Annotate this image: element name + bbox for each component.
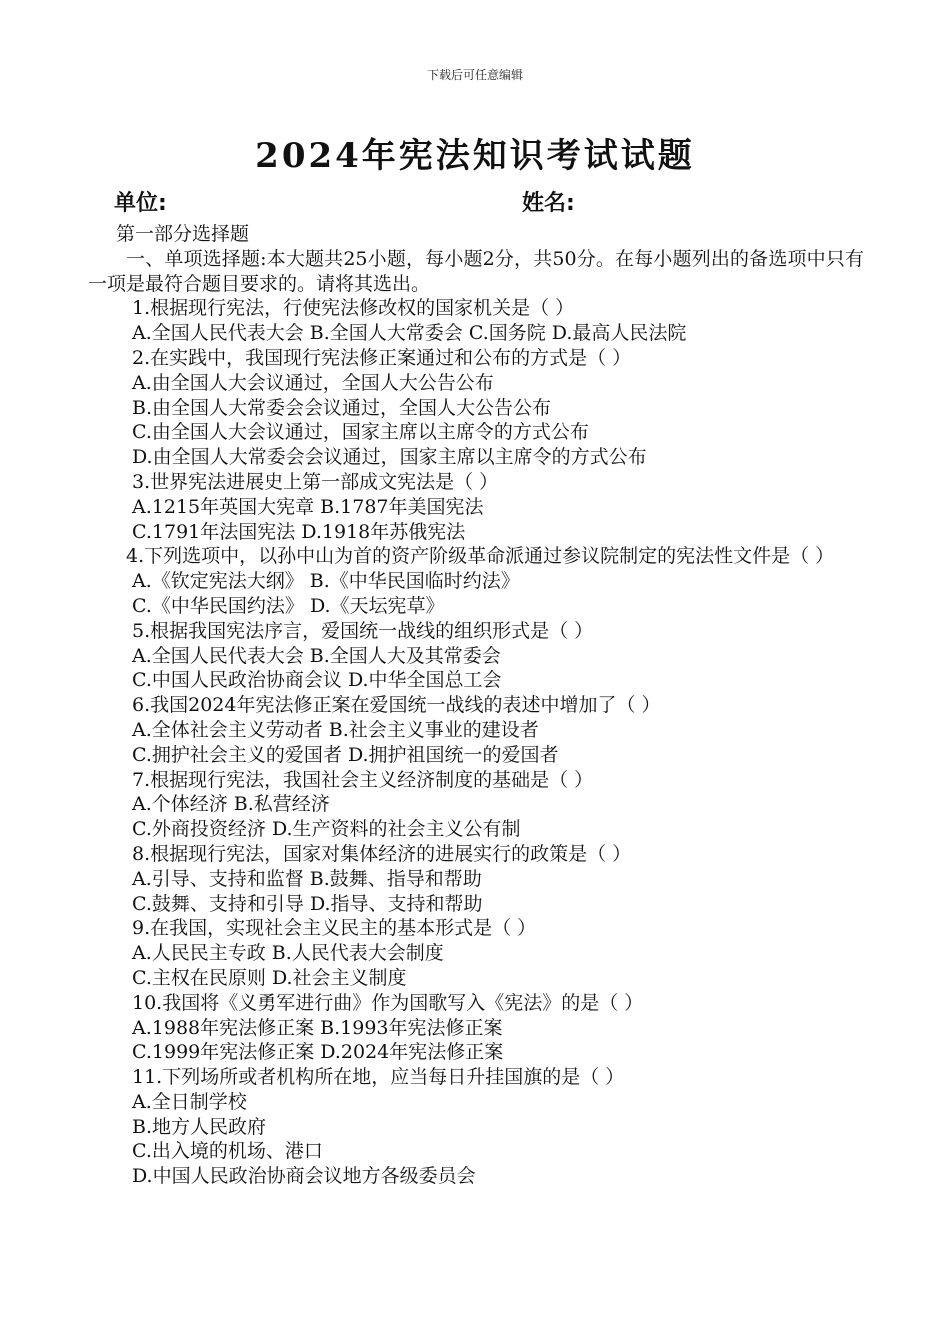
text-line: C.《中华民国约法》 D.《天坛宪草》 [132, 594, 445, 617]
text-line: A.全国人民代表大会 B.全国人大及其常委会 [132, 644, 501, 667]
text-line: 第一部分选择题 [116, 223, 250, 245]
name-field-label: 姓名: [522, 191, 575, 216]
text-line: 8.根据现行宪法，国家对集体经济的进展实行的政策是（ ） [132, 842, 632, 865]
text-line: A.由全国人大会议通过，全国人大公告公布 [132, 371, 494, 394]
text-line: C.1791年法国宪法 D.1918年苏俄宪法 [132, 520, 466, 543]
text-line: 5.根据我国宪法序言，爱国统一战线的组织形式是（ ） [132, 619, 594, 642]
text-line: D.由全国人大常委会会议通过，国家主席以主席令的方式公布 [132, 446, 647, 469]
text-line: 10.我国将《义勇军进行曲》作为国歌写入《宪法》的是（ ） [132, 991, 644, 1014]
text-line: A.个体经济 B.私营经济 [132, 793, 330, 816]
document-body [88, 222, 864, 1189]
text-line: 6.我国2024年宪法修正案在爱国统一战线的表述中增加了（ ） [132, 694, 661, 717]
text-line: B.地方人民政府 [132, 1115, 267, 1138]
text-line: D.中国人民政治协商会议地方各级委员会 [132, 1165, 476, 1188]
document-title: 2024年宪法知识考试试题 [255, 136, 695, 176]
text-line: B.由全国人大常委会会议通过，全国人大公告公布 [132, 396, 552, 419]
text-line: C.外商投资经济 D.生产资料的社会主义公有制 [132, 818, 521, 841]
text-line: A.《钦定宪法大纲》 B.《中华民国临时约法》 [132, 570, 520, 593]
text-line: 9.在我国，实现社会主义民主的基本形式是（ ） [132, 917, 537, 940]
text-line: 3.世界宪法进展史上第一部成文宪法是（ ） [132, 470, 499, 493]
text-line: A.人民民主专政 B.人民代表大会制度 [132, 942, 444, 965]
text-line: C.出入境的机场、港口 [132, 1140, 323, 1163]
text-line: 一、单项选择题:本大题共25小题，每小题2分，共50分。在每小题列出的备选项中只有一项是最符合题目要求的。请将其选出。 [88, 247, 864, 295]
text-line: A.全日制学校 [132, 1090, 247, 1113]
text-line: C.1999年宪法修正案 D.2024年宪法修正案 [132, 1041, 504, 1064]
text-line: 7.根据现行宪法，我国社会主义经济制度的基础是（ ） [132, 768, 594, 791]
text-line: C.拥护社会主义的爱国者 D.拥护祖国统一的爱国者 [132, 743, 559, 766]
text-line: C.主权在民原则 D.社会主义制度 [132, 966, 407, 989]
header-note: 下载后可任意编辑 [426, 68, 523, 82]
text-line: C.鼓舞、支持和引导 D.指导、支持和帮助 [132, 892, 483, 915]
unit-field-label: 单位: [114, 191, 167, 216]
text-line: A.1988年宪法修正案 B.1993年宪法修正案 [132, 1016, 503, 1039]
text-line: 11.下列场所或者机构所在地，应当每日升挂国旗的是（ ） [132, 1066, 625, 1089]
text-line: A.1215年英国大宪章 B.1787年美国宪法 [132, 495, 484, 518]
text-line: C.中国人民政治协商会议 D.中华全国总工会 [132, 669, 502, 692]
text-line: A.全国人民代表大会 B.全国人大常委会 C.国务院 D.最高人民法院 [132, 322, 687, 345]
text-line: 1.根据现行宪法，行使宪法修改权的国家机关是（ ） [132, 297, 575, 320]
text-line: 4.下列选项中，以孙中山为首的资产阶级革命派通过参议院制定的宪法性文件是（ ） [126, 545, 835, 568]
text-line: A.引导、支持和监督 B.鼓舞、指导和帮助 [132, 867, 482, 890]
text-line: A.全体社会主义劳动者 B.社会主义事业的建设者 [132, 718, 539, 741]
text-line: 2.在实践中，我国现行宪法修正案通过和公布的方式是（ ） [132, 346, 632, 369]
text-line: C.由全国人大会议通过，国家主席以主席令的方式公布 [132, 421, 589, 444]
